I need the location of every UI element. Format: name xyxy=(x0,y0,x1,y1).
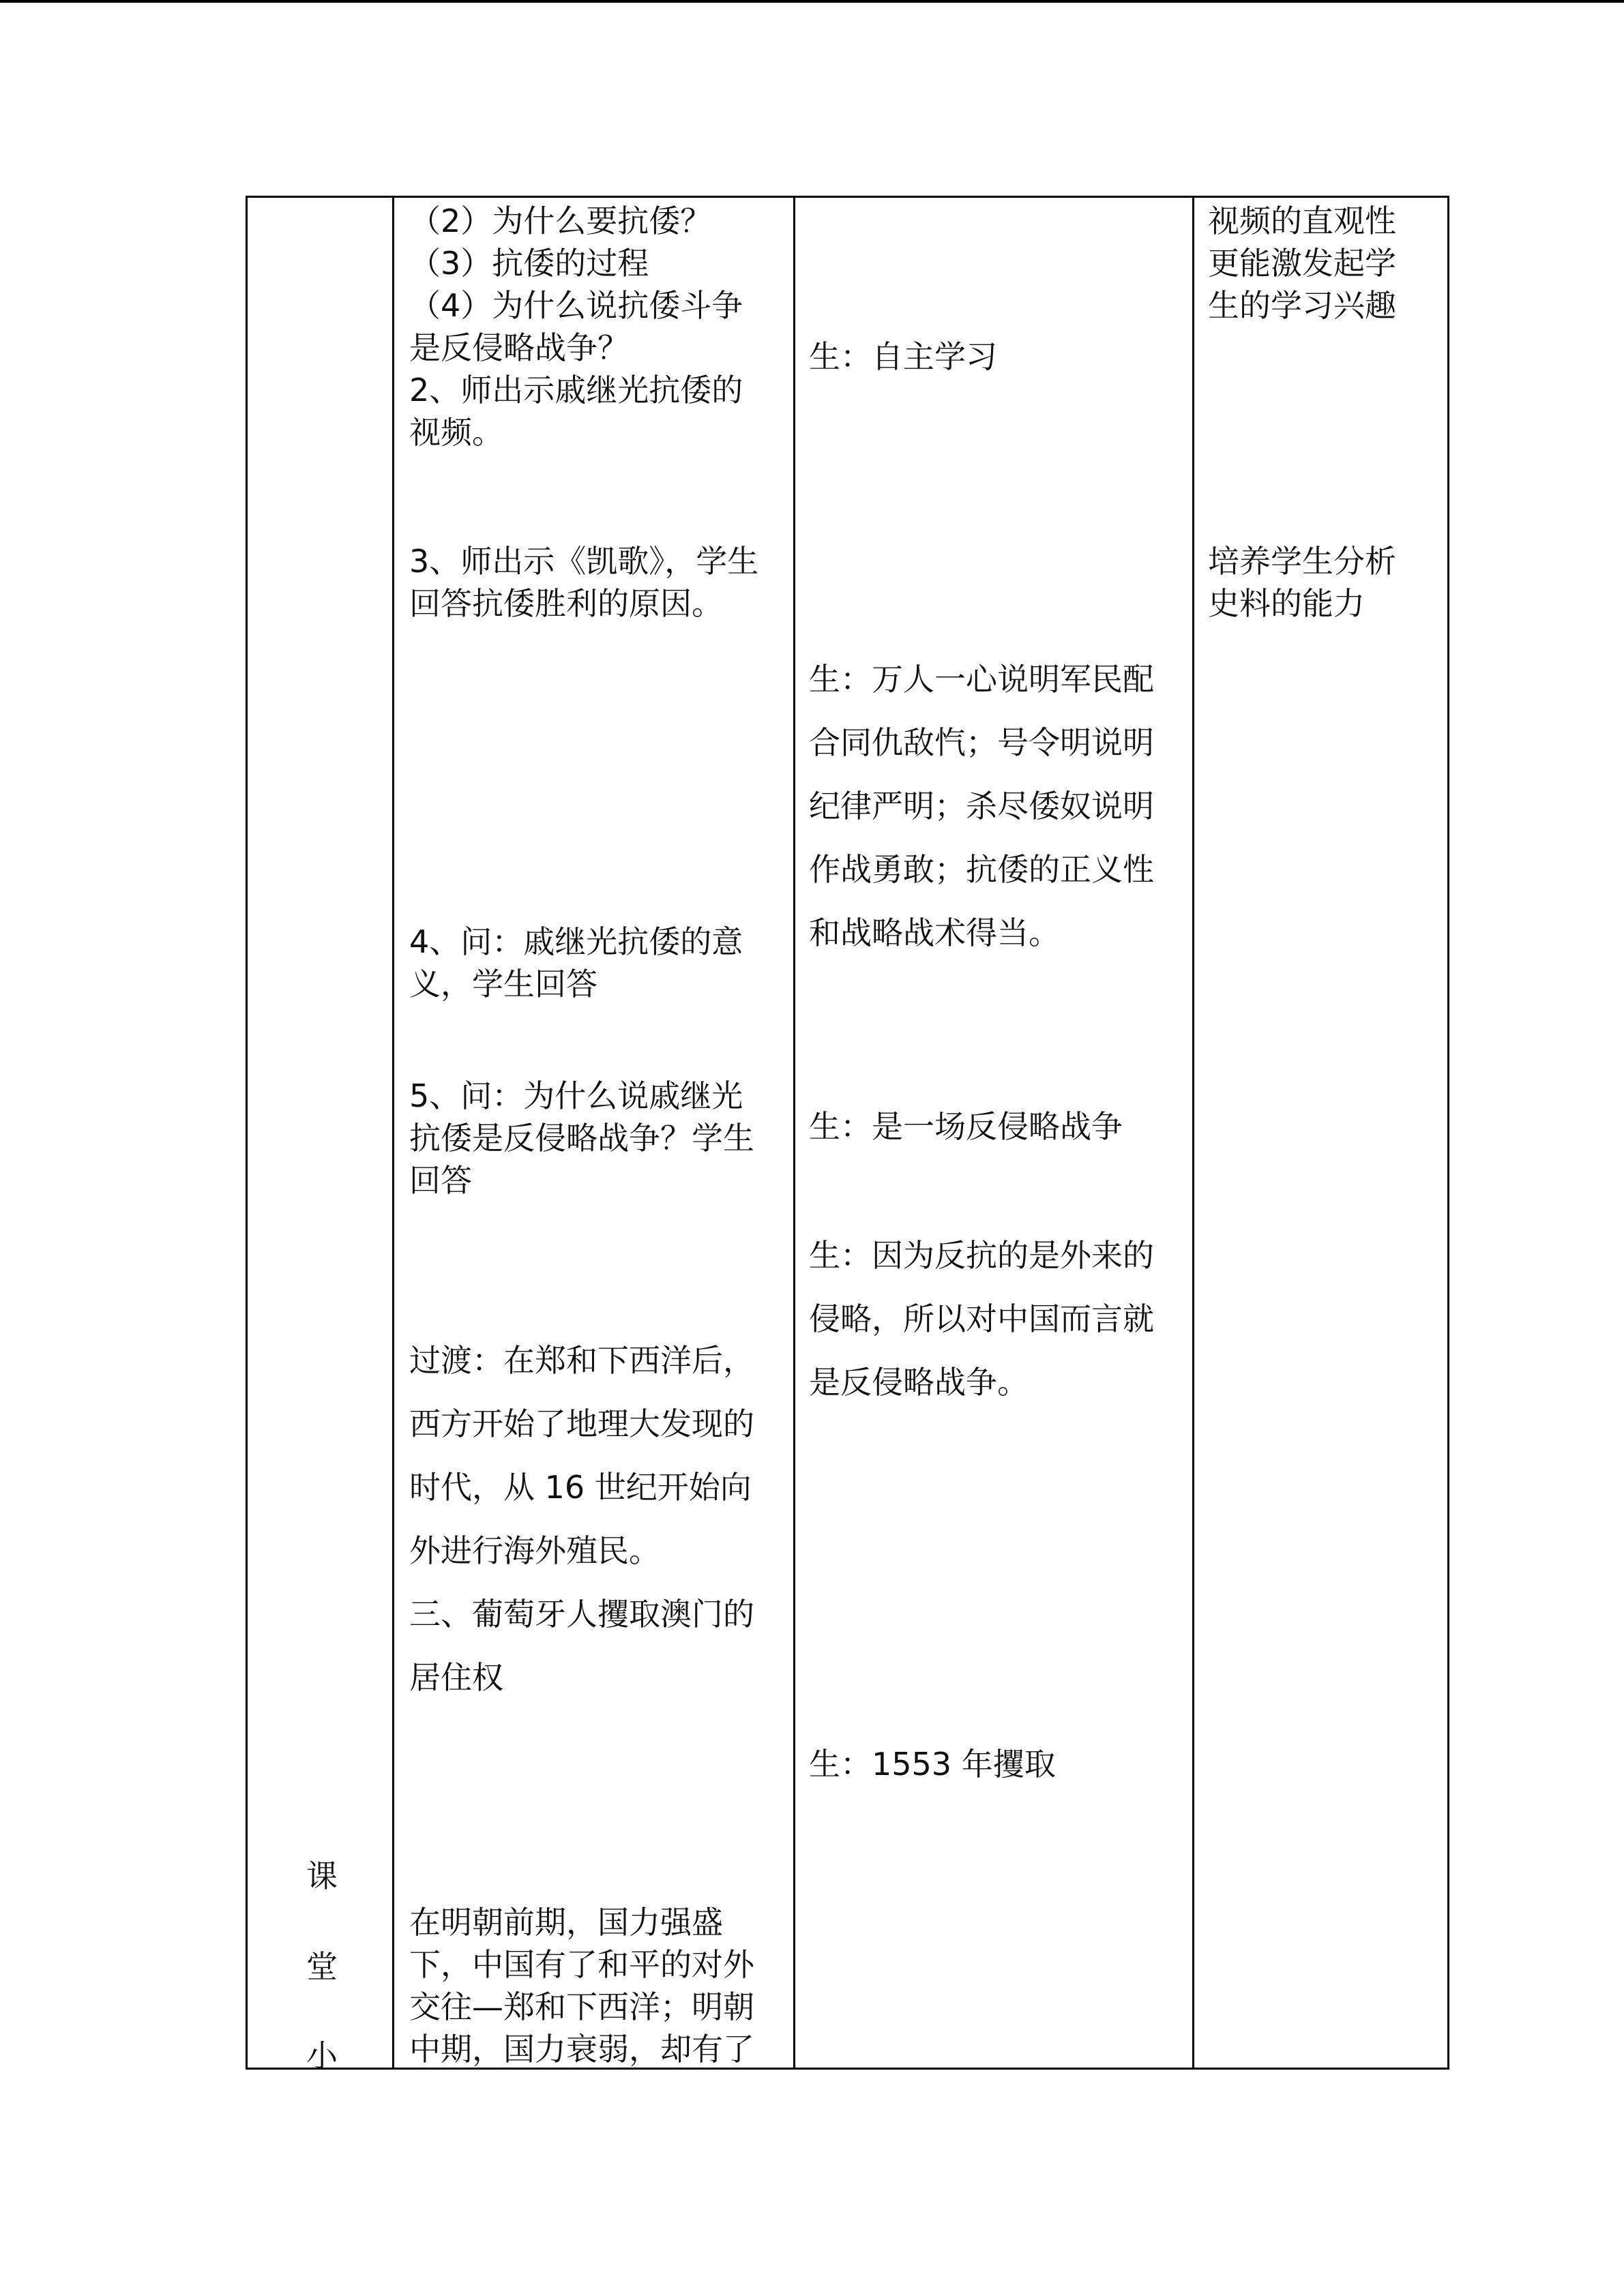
section-three-heading-line-2: 居住权 xyxy=(409,1659,503,1696)
design-intent-2-line-2: 史料的能力 xyxy=(1208,585,1365,622)
section-title-char-3: 小 xyxy=(306,2038,338,2074)
column-divider-3 xyxy=(1192,198,1194,2068)
teacher-step-4-line-2: 义，学生回答 xyxy=(409,966,597,1002)
teacher-question-2: （2）为什么要抗倭？ xyxy=(409,203,712,239)
design-intent-1-line-1: 视频的直观性 xyxy=(1208,203,1396,239)
teacher-step-5-line-1: 5、问：为什么说戚继光 xyxy=(409,1077,743,1114)
summary-line-1: 在明朝前期，国力强盛 xyxy=(409,1904,723,1941)
section-title-char-1: 课 xyxy=(306,1858,338,1894)
student-answer-5: 生：1553 年攫取 xyxy=(809,1746,1056,1783)
design-intent-1-line-2: 更能激发起学 xyxy=(1208,245,1396,282)
transition-line-3: 时代，从 16 世纪开始向 xyxy=(409,1469,752,1506)
teacher-step-2-line-2: 视频。 xyxy=(409,414,503,451)
student-answer-2-line-1: 生：万人一心说明军民配 xyxy=(809,661,1154,698)
teacher-question-3: （3）抗倭的过程 xyxy=(409,245,649,282)
student-answer-4-line-3: 是反侵略战争。 xyxy=(809,1364,1029,1401)
design-intent-2-line-1: 培养学生分析 xyxy=(1208,543,1396,580)
student-answer-4-line-1: 生：因为反抗的是外来的 xyxy=(809,1237,1154,1274)
section-three-heading-line-1: 三、葡萄牙人攫取澳门的 xyxy=(409,1596,754,1632)
teacher-step-3-line-2: 回答抗倭胜利的原因。 xyxy=(409,585,723,622)
teacher-step-2-line-1: 2、师出示戚继光抗倭的 xyxy=(409,372,743,408)
summary-line-4: 中期，国力衰弱，却有了 xyxy=(409,2031,754,2068)
summary-line-3: 交往—郑和下西洋；明朝 xyxy=(409,1988,754,2025)
section-title-char-2: 堂 xyxy=(306,1948,338,1985)
student-answer-2-line-4: 作战勇敢；抗倭的正义性 xyxy=(809,851,1154,888)
transition-line-4: 外进行海外殖民。 xyxy=(409,1532,660,1569)
column-divider-2 xyxy=(793,198,795,2068)
transition-line-1: 过渡：在郑和下西洋后， xyxy=(409,1342,754,1379)
student-answer-2-line-3: 纪律严明；杀尽倭奴说明 xyxy=(809,788,1154,824)
student-answer-2-line-2: 合同仇敌忾；号令明说明 xyxy=(809,724,1154,761)
teacher-step-3-line-1: 3、师出示《凯歌》，学生 xyxy=(409,543,759,580)
summary-line-2: 下，中国有了和平的对外 xyxy=(409,1946,754,1983)
teacher-step-4-line-1: 4、问：戚继光抗倭的意 xyxy=(409,923,743,960)
student-answer-1: 生：自主学习 xyxy=(809,338,997,375)
teacher-step-5-line-3: 回答 xyxy=(409,1162,472,1199)
teacher-question-4-line-1: （4）为什么说抗倭斗争 xyxy=(409,287,743,324)
teacher-question-4-line-2: 是反侵略战争？ xyxy=(409,329,629,366)
column-divider-1 xyxy=(392,198,394,2068)
lesson-table xyxy=(246,196,1449,2074)
student-answer-2-line-5: 和战略战术得当。 xyxy=(809,914,1060,951)
page-top-border xyxy=(0,0,1624,3)
transition-line-2: 西方开始了地理大发现的 xyxy=(409,1405,754,1442)
teacher-step-5-line-2: 抗倭是反侵略战争？学生 xyxy=(409,1120,754,1157)
design-intent-1-line-3: 生的学习兴趣 xyxy=(1208,287,1396,324)
student-answer-3: 生：是一场反侵略战争 xyxy=(809,1108,1123,1145)
student-answer-4-line-2: 侵略，所以对中国而言就 xyxy=(809,1300,1154,1337)
